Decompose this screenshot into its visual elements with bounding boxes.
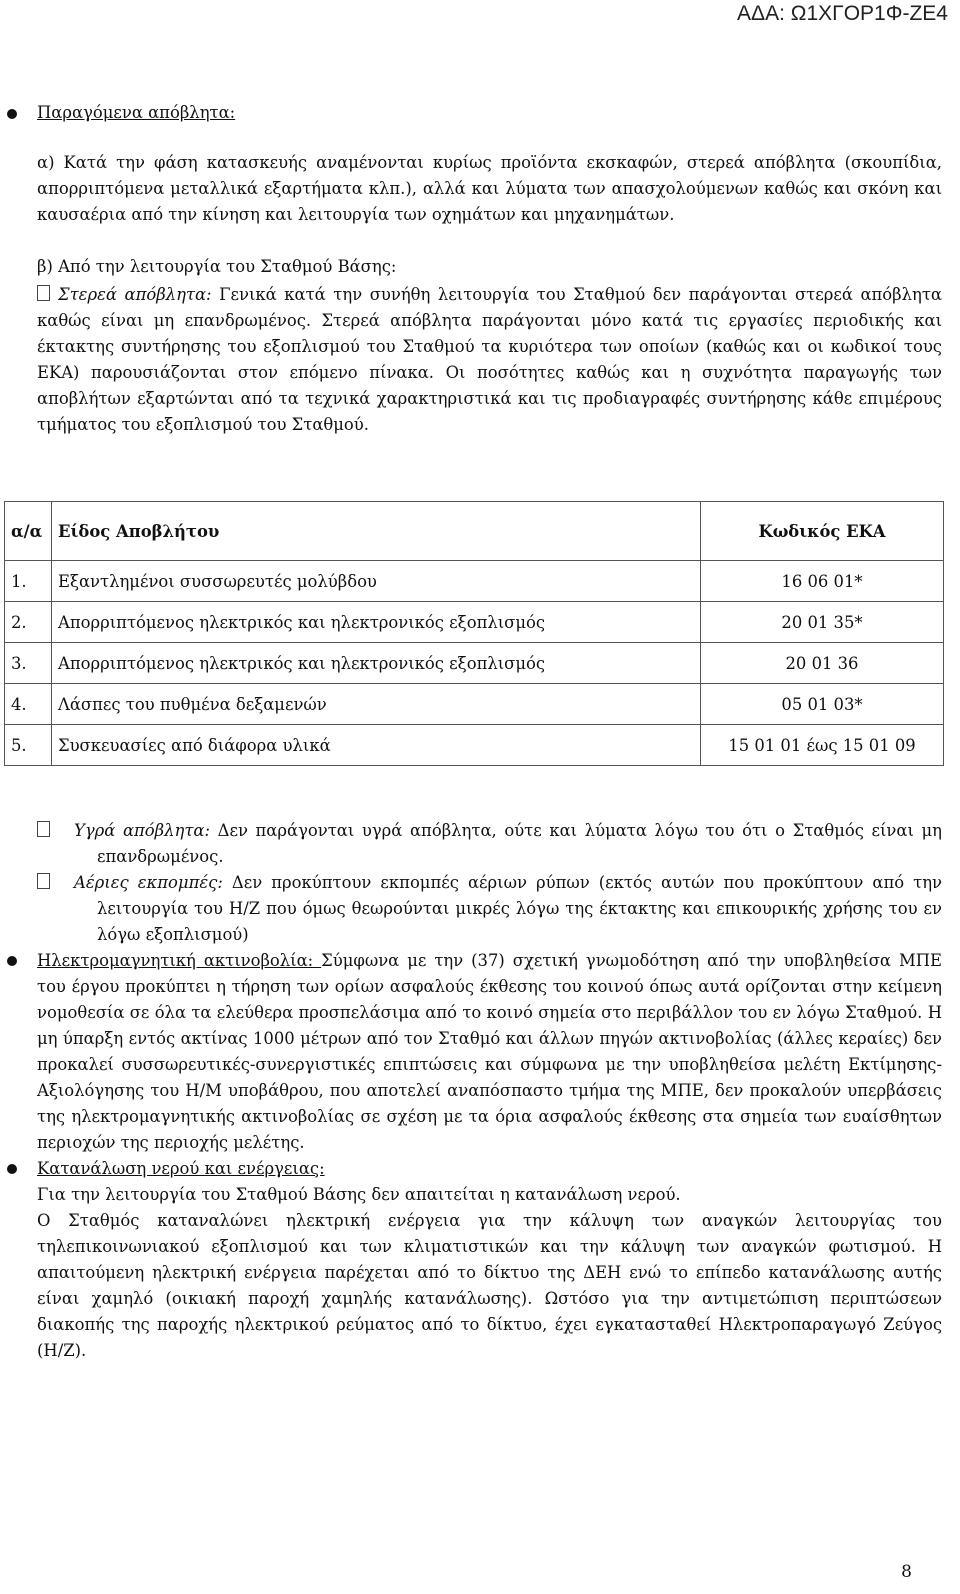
table-row (5, 602, 944, 643)
checkbox-icon (37, 285, 50, 301)
emr-paragraph (37, 948, 942, 1156)
header-type: Είδος Αποβλήτου (52, 502, 701, 561)
row-no: 4. (5, 684, 52, 725)
bullet-icon (7, 956, 17, 966)
page-number: 8 (901, 1562, 912, 1582)
row-type: Απορριπτόμενος ηλεκτρικός και ηλεκτρονικός εξοπλισμός (52, 643, 701, 684)
row-no: 3. (5, 643, 52, 684)
bullet-icon (7, 1164, 17, 1174)
liquid-waste-paragraph (74, 818, 942, 870)
solid-waste-paragraph (37, 282, 942, 438)
air-emissions-text: Δεν προκύπτουν εκπομπές αέριων ρύπων (εκτός αυτών που προκύπτουν από την λειτουργία του Η/Ζ που όμως θεωρούνται μικρές λόγω της έκτακτης και επικουρικής χρήσης του εν λόγω εξοπλισμού) (97, 873, 942, 944)
ada-code: ΑΔΑ: Ω1ΧΓΟΡ1Φ-ΖΕ4 (737, 2, 948, 25)
table-row (5, 684, 944, 725)
waste-table (4, 501, 944, 766)
row-no: 5. (5, 725, 52, 766)
row-code: 20 01 35* (701, 602, 944, 643)
solid-waste-label: Στερεά απόβλητα: (58, 285, 212, 304)
solid-waste-text: Γενικά κατά την συνήθη λειτουργία του Σταθμού δεν παράγονται στερεά απόβλητα καθώς είναι μη επανδρωμένος. Στερεά απόβλητα παράγονται μόνο κατά τις εργασίες περιοδικής και έκτακτης συντήρησης του εξοπλισμού του Σταθμού τα κυριότερα των οποίων (καθώς και οι κωδικοί τους ΕΚΑ) παρουσιάζονται στον επόμενο πίνακα. Οι ποσότητες καθώς και η συχνότητα παραγωγής των αποβλήτων εξαρτώνται από τα τεχνικά χαρακτηριστικά και τις προδιαγραφές συντήρησης κάθε επιμέρους τμήματος του εξοπλισμού του Σταθμού. (37, 285, 942, 434)
consumption-energy-paragraph: Ο Σταθμός καταναλώνει ηλεκτρική ενέργεια για την κάλυψη των αναγκών λειτουργίας του τηλεπικοινωνιακού εξοπλισμού και των κλιματιστικών και την κάλυψη των αναγκών φωτισμού. Η απαιτούμενη ηλεκτρική ενέργεια παρέχεται από το δίκτυο της ΔΕΗ ενώ το επίπεδο κατανάλωσης αυτής είναι χαμηλό (οικιακή παροχή χαμηλής κατανάλωσης). Ωστόσο για την αντιμετώπιση περιπτώσεων διακοπής της παροχής ηλεκτρικού ρεύματος από το δίκτυο, έχει εγκατασταθεί Ηλεκτροπαραγωγό Ζεύγος (Η/Ζ). (37, 1211, 942, 1360)
table-row (5, 725, 944, 766)
consumption-water-line: Για την λειτουργία του Σταθμού Βάσης δεν απαιτείται η κατανάλωση νερού. (37, 1185, 681, 1204)
emr-text: Σύμφωνα με την (37) σχετική γνωμοδότηση από την υποβληθείσα ΜΠΕ του έργου προκύπτει η τήρηση των ορίων ασφαλούς έκθεσης του κοινού όπως αυτά ορίζονται στην κείμενη νομοθεσία σε όλα τα ελεύθερα προσπελάσιμα από το κοινό σημεία στο περιβάλλον του εν λόγω Σταθμού. Η μη ύπαρξη εντός ακτίνας 1000 μέτρων από τον Σταθμό και άλλων πηγών ακτινοβολίας (άλλες κεραίες) δεν προκαλεί συσσωρευτικές-συνεργιστικές επιπτώσεις και σύμφωνα με την υποβληθείσα μελέτη Εκτίμησης-Αξιολόγησης του Η/Μ υποβάθρου, που αποτελεί αναπόσπαστο τμήμα της ΜΠΕ, δεν προκαλούν υπερβάσεις της ηλεκτρομαγνητικής ακτινοβολίας σε σχέση με τα όρια ασφαλούς έκθεσης στα σημεία των ευαίσθητων περιοχών της περιοχής μελέτης. (37, 951, 942, 1152)
row-code: 16 06 01* (701, 561, 944, 602)
row-type: Συσκευασίες από διάφορα υλικά (52, 725, 701, 766)
para-construction: α) Κατά την φάση κατασκευής αναμένονται κυρίως προϊόντα εκσκαφών, στερεά απόβλητα (σκουπίδια, απορριπτόμενα μεταλλικά εξαρτήματα κλπ.), αλλά και λύματα των απασχολούμενων καθώς και σκόνη και καυσαέρια από την κίνηση και λειτουργία των οχημάτων και μηχανημάτων. (37, 153, 942, 224)
para-operation-title: β) Από την λειτουργία του Σταθμού Βάσης: (37, 257, 397, 276)
bullet-icon (7, 109, 17, 119)
liquid-waste-label: Υγρά απόβλητα: (74, 821, 210, 840)
liquid-waste-text: Δεν παράγονται υγρά απόβλητα, ούτε και λύματα λόγω του ότι ο Σταθμός είναι μη επανδρωμένος. (97, 821, 942, 866)
row-code: 20 01 36 (701, 643, 944, 684)
row-no: 1. (5, 561, 52, 602)
consumption-title: Κατανάλωση νερού και ενέργειας: (37, 1159, 325, 1178)
waste-title: Παραγόμενα απόβλητα: (37, 103, 236, 122)
row-code: 15 01 01 έως 15 01 09 (701, 725, 944, 766)
table-row (5, 561, 944, 602)
row-code: 05 01 03* (701, 684, 944, 725)
header-no: α/α (5, 502, 52, 561)
row-type: Απορριπτόμενος ηλεκτρικός και ηλεκτρονικός εξοπλισμός (52, 602, 701, 643)
emr-label: Ηλεκτρομαγνητική ακτινοβολία: (37, 951, 322, 970)
air-emissions-label: Αέριες εκπομπές: (74, 873, 223, 892)
table-header-row (5, 502, 944, 561)
table-row (5, 643, 944, 684)
header-code: Κωδικός ΕΚΑ (701, 502, 944, 561)
row-no: 2. (5, 602, 52, 643)
row-type: Λάσπες του πυθμένα δεξαμενών (52, 684, 701, 725)
checkbox-icon (37, 873, 50, 889)
checkbox-icon (37, 821, 50, 837)
row-type: Εξαντλημένοι συσσωρευτές μολύβδου (52, 561, 701, 602)
air-emissions-paragraph (74, 870, 942, 948)
